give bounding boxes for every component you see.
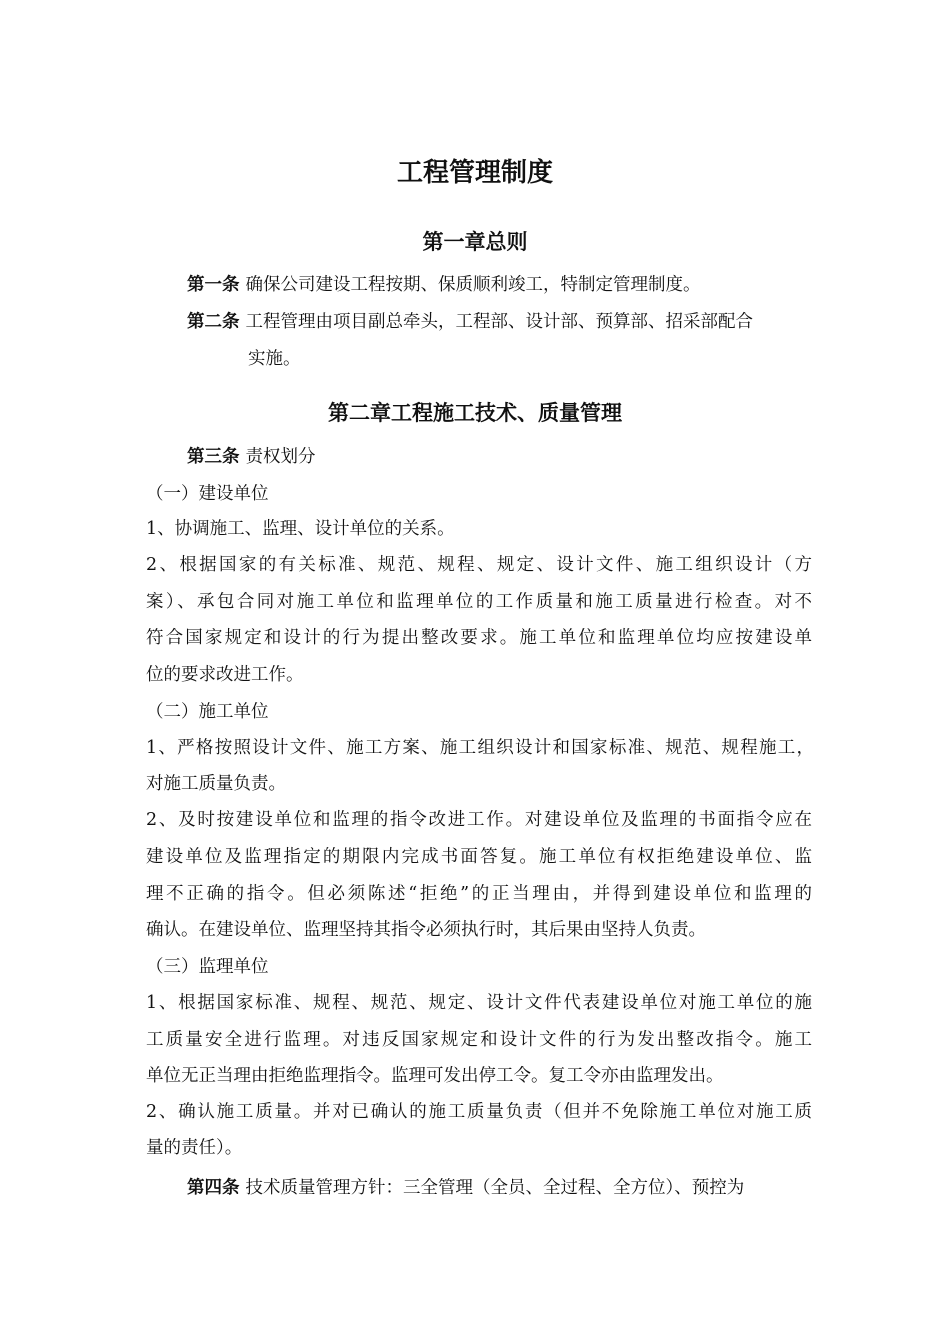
section-1-item-2-line: 案）、承包合同对施工单位和监理单位的工作质量和施工质量进行检查。对不	[146, 592, 812, 612]
section-2-item-2-line: 建设单位及监理指定的期限内完成书面答复。施工单位有权拒绝建设单位、监	[146, 847, 812, 867]
section-2-item-1-line: 对施工质量负责。	[146, 774, 286, 794]
article-4-label: 第四条	[187, 1178, 240, 1198]
article-2	[187, 314, 753, 332]
section-3-heading: （三）监理单位	[146, 957, 269, 977]
article-4-text: 技术质量管理方针：三全管理（全员、全过程、全方位）、预控为	[245, 1178, 745, 1198]
section-1-heading: （一）建设单位	[146, 484, 269, 504]
article-1-text: 确保公司建设工程按期、保质顺利竣工，特制定管理制度。	[245, 275, 701, 295]
section-1-item-1: 1、协调施工、监理、设计单位的关系。	[146, 519, 455, 539]
article-2-line-1: 工程管理由项目副总牵头，工程部、设计部、预算部、招采部配合	[245, 312, 753, 332]
section-2-heading: （二）施工单位	[146, 702, 269, 722]
article-3	[187, 449, 316, 467]
article-1	[187, 277, 701, 295]
article-1-label: 第一条	[187, 275, 240, 295]
section-3-item-2-line: 2、确认施工质量。并对已确认的施工质量负责（但并不免除施工单位对施工质	[146, 1102, 812, 1122]
section-2-item-1-line: 1、严格按照设计文件、施工方案、施工组织设计和国家标准、规范、规程施工，	[146, 738, 814, 758]
article-2-label: 第二条	[187, 312, 240, 332]
section-3-item-2-line: 量的责任）。	[146, 1138, 243, 1158]
chapter-2-heading: 第二章工程施工技术、质量管理	[328, 401, 622, 425]
section-2-item-2-line: 2、及时按建设单位和监理的指令改进工作。对建设单位及监理的书面指令应在	[146, 810, 812, 830]
section-3-item-1-line: 1、根据国家标准、规程、规范、规定、设计文件代表建设单位对施工单位的施	[146, 993, 812, 1013]
article-3-text: 责权划分	[245, 447, 316, 467]
section-2-item-2-line: 确认。在建设单位、监理坚持其指令必须执行时，其后果由坚持人负责。	[146, 920, 706, 940]
section-1-item-2-line: 2、根据国家的有关标准、规范、规程、规定、设计文件、施工组织设计（方	[146, 555, 812, 575]
section-1-item-2-line: 位的要求改进工作。	[146, 665, 304, 685]
article-4	[187, 1180, 744, 1198]
chapter-1-heading: 第一章总则	[422, 230, 528, 254]
document-title: 工程管理制度	[396, 158, 553, 188]
article-2-line-2: 实施。	[248, 349, 301, 369]
section-2-item-2-line: 理不正确的指令。但必须陈述“拒绝”的正当理由，并得到建设单位和监理的	[146, 884, 812, 904]
section-1-item-2-line: 符合国家规定和设计的行为提出整改要求。施工单位和监理单位均应按建设单	[146, 628, 812, 648]
section-3-item-1-line: 工质量安全进行监理。对违反国家规定和设计文件的行为发出整改指令。施工	[146, 1030, 812, 1050]
section-3-item-1-line: 单位无正当理由拒绝监理指令。监理可发出停工令。复工令亦由监理发出。	[146, 1066, 724, 1086]
article-3-label: 第三条	[187, 447, 240, 467]
